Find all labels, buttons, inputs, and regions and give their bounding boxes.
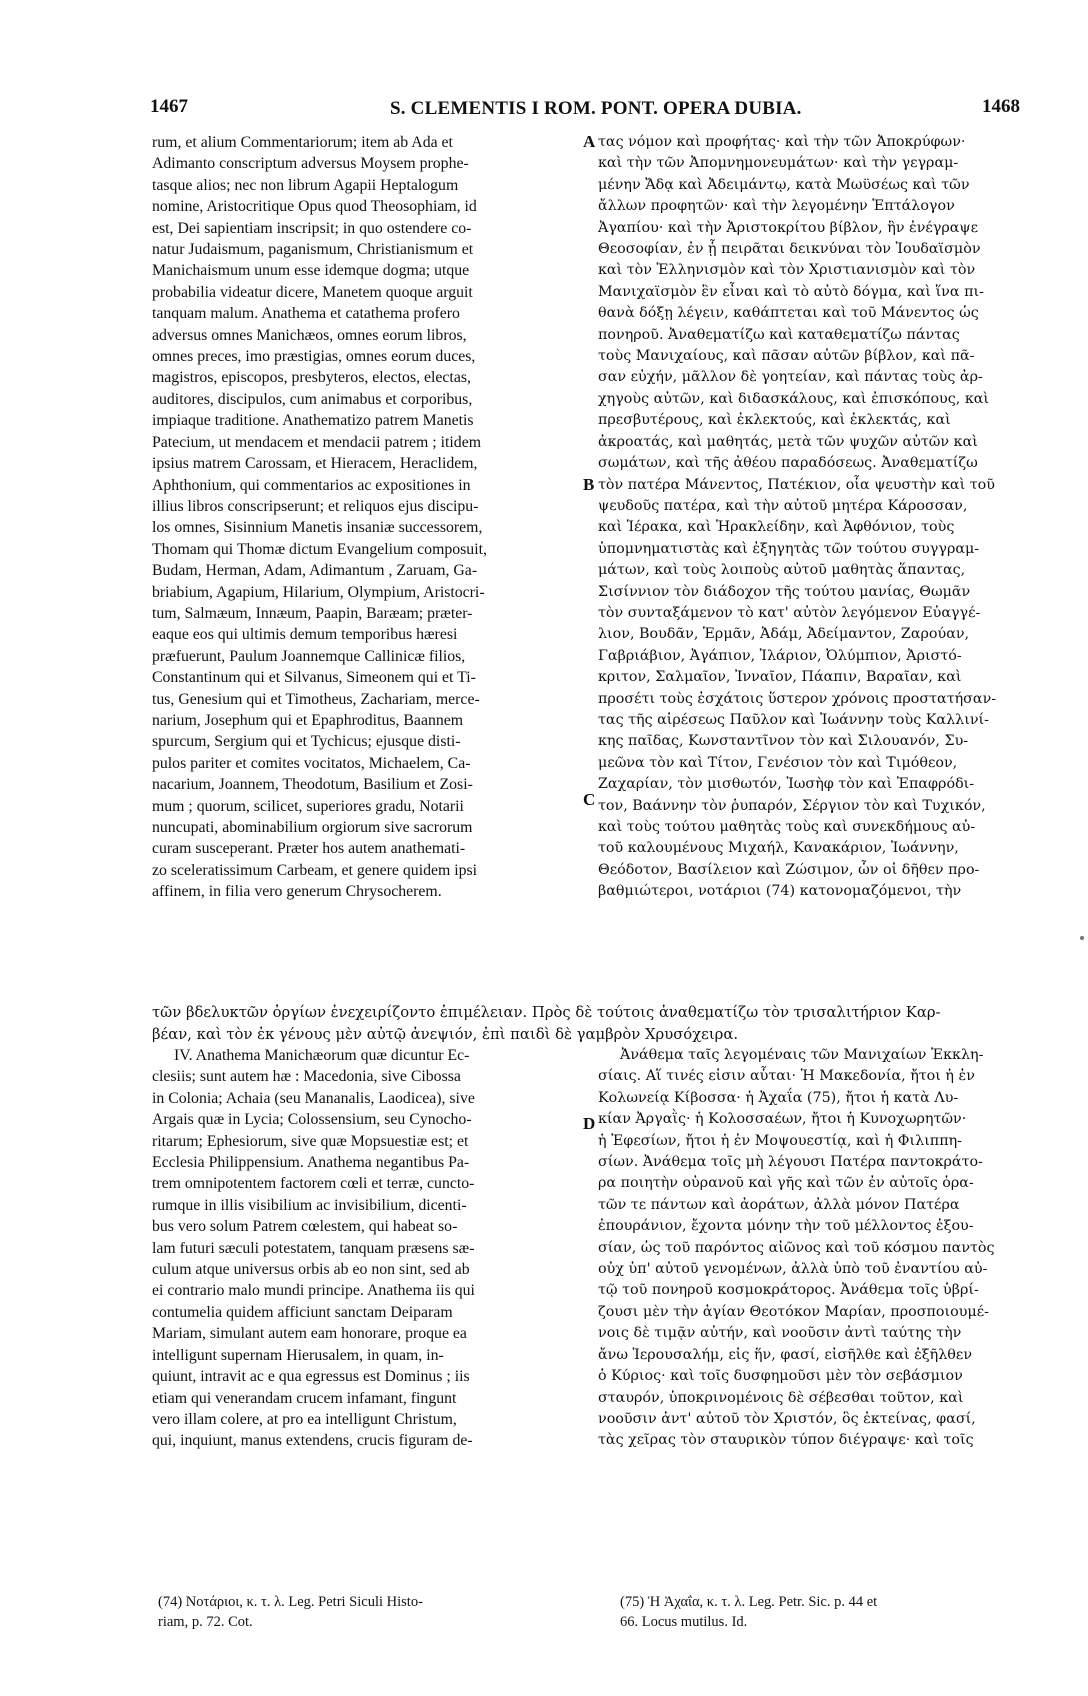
latin-line: los omnes, Sisinnium Manetis insaniæ successorem, [152,519,483,537]
latin-line: præfuerunt, Paulum Joannemque Callinicæ filios, [152,647,466,665]
greek-line: λιον, Βουδᾶν, Ἑρμᾶν, Ἀδάμ, Ἀδείμαντον, Ζαρούαν, [598,626,970,643]
greek-line: τον, Βαάννην τὸν ῥυπαρόν, Σέργιον τὸν καὶ Τυχικόν, [598,797,986,814]
greek-line: Σισίννιον τὸν διάδοχον τῆς τούτου μανίας, Θωμᾶν [598,583,971,600]
latin-line: nomine, Aristocritique Opus quod Theosophiam, id [152,198,477,216]
greek-line: σίαν, ὡς τοῦ παρόντος αἰῶνος καὶ τοῦ κόσμου παντὸς [598,1239,995,1256]
latin-line: nacarium, Joannem, Theodotum, Basilium et Zosi- [152,776,473,794]
greek-line: Κολωνείᾳ Κίβοσσα· ἡ Ἀχαΐα (75), ἤτοι ἡ κατὰ Λυ- [598,1089,959,1106]
greek-line: καὶ Ἱέρακα, καὶ Ἡρακλείδην, καὶ Ἀφθόνιον, τοὺς [598,519,955,536]
running-title: S. CLEMENTIS I ROM. PONT. OPERA DUBIA. [390,98,802,119]
greek-line: μάτων, καὶ τοὺς λοιποὺς αὐτοῦ μαθητὰς ἅπαντας, [598,562,966,579]
latin-line: zo sceleratissimum Carbeam, et genere quidem ipsi [152,861,478,879]
greek-line: μένην Ἄδᾳ καὶ Ἀδειμάντῳ, κατὰ Μωϋσέως καὶ τῶν [598,176,970,193]
latin-line: auditores, discipulos, cum animabus et corporibus, [152,390,473,408]
latin-line: culum atque universus orbis ab eo non sint, sed ab [152,1261,470,1279]
latin-line: Constantinum qui et Silvanus, Simeonem qui et Ti- [152,669,476,687]
latin-line: Patecium, ut mendacem et mendacii patrem ; itidem [152,433,481,451]
latin-line: adversus omnes Manichæos, omnes eorum libros, [152,326,467,344]
footnote-74 [158,1592,578,1632]
latin-line: ei contrario malo mundi principe. Anathema iis qui [152,1282,475,1300]
latin-line: intelligunt supernam Hierusalem, in quam, in- [152,1346,444,1364]
greek-line: σίων. Ἀνάθεμα τοῖς μὴ λέγουσι Πατέρα παντοκράτο- [598,1154,983,1171]
latin-line: Mariam, simulant autem eam honorare, proque ea [152,1325,467,1343]
latin-line: ritarum; Ephesiorum, sive quæ Mopsuestiæ est; et [152,1132,469,1150]
greek-line: νοοῦσιν ἀντ' αὐτοῦ τὸν Χριστόν, ὃς ἐκτείνας, φασί, [598,1410,976,1427]
greek-line: κίαν Ἀργαῒς· ἡ Κολοσσαέων, ἤτοι ἡ Κυνοχωρητῶν· [598,1111,967,1128]
column-marker-d: D [583,1114,596,1133]
latin-line: tanquam malum. Anathema et catathema profero [152,305,460,323]
page-number-left: 1467 [150,96,188,117]
latin-line: Ecclesia Philippensium. Anathema negantibus Pa- [152,1154,470,1172]
latin-line: Thomam qui Thomæ dictum Evangelium composuit, [152,540,487,558]
footnote-line: (74) Νοτάριοι, κ. τ. λ. Leg. Petri Siculi Histo- [158,1594,423,1610]
latin-line: illius libros conscripserunt; et reliquos ejus discipu- [152,497,479,515]
latin-line: tasque alios; nec non librum Agapii Heptalogum [152,176,459,194]
column-marker-a: A [583,132,596,151]
greek-line: Ζαχαρίαν, τὸν μισθωτόν, Ἰωσὴφ τὸν καὶ Ἐπαφρόδι- [598,776,975,793]
latin-line: quiunt, intravit ac e qua egressus est Dominus ; iis [152,1368,470,1386]
greek-line: Μανιχαϊσμὸν ἓν εἶναι καὶ τὸ αὐτὸ δόγμα, καὶ ἵνα πι- [598,283,984,300]
latin-line: mum ; quorum, scilicet, superiores gradu, Notarii [152,797,464,815]
greek-line: ψευδοῦς πατέρα, καὶ τὴν αὐτοῦ μητέρα Κάροσσαν, [598,497,968,514]
greek-line: Ἀνάθεμα ταῖς λεγομέναις τῶν Μανιχαίων Ἐκκλη- [620,1047,984,1063]
greek-line: ἀκροατάς, καὶ μαθητάς, μετὰ τῶν ψυχῶν αὐτῶν καὶ [598,433,978,450]
latin-line: nuncupati, abominabilium orgiorum sive sacrorum [152,819,473,836]
latin-line: etiam qui venerandam crucem infamant, fingunt [152,1389,457,1407]
latin-line: impiaque traditione. Anathematizo patrem Manetis [152,412,474,430]
latin-line: pulos pariter et comites vocitatos, Michaelem, Ca- [152,754,471,772]
latin-line: Aphthonium, qui commentarios ac expositiones in [152,476,471,494]
greek-line: σωμάτων, καὶ τῆς ἀθέου παραδόσεως. Ἀναθεματίζω [598,455,978,472]
latin-line: ipsius matrem Carossam, et Hieracem, Heraclidem, [152,455,478,473]
greek-line: πρεσβυτέρους, καὶ ἐκλεκτούς, καὶ ἐκλεκτάς, καὶ [598,412,951,429]
greek-line: ζουσι μὲν τὴν ἁγίαν Θεοτόκον Μαρίαν, προσποιουμέ- [598,1303,989,1320]
greek-line: τῶν βδελυκτῶν ὀργίων ἐνεχειρίζοντο ἐπιμέλειαν. Πρὸς δὲ τούτοις ἀναθεματίζω τὸν τρισαλιτήριον Καρ- [152,1004,941,1021]
latin-line: spurcum, Sergium qui et Tychicus; ejusque disti- [152,733,461,751]
greek-column-section-iv [598,1045,1025,1452]
latin-line: tus, Genesium qui et Timotheus, Zachariam, merce- [152,690,480,708]
latin-column-section-iv [152,1045,579,1452]
latin-line: bus vero solum Patrem cœlestem, qui habeat so- [152,1218,458,1236]
greek-line: βαθμιώτεροι, νοτάριοι (74) κατονομαζόμενοι, τὴν [598,883,962,900]
footnote-line: (75) Ἡ Ἀχαΐα, κ. τ. λ. Leg. Petr. Sic. p. 44 et [620,1594,878,1610]
latin-line: Manichaismum unum esse idemque dogma; utque [152,262,470,280]
greek-line: σαν εὐχήν, μᾶλλον δὲ γοητείαν, καὶ πάντας τοὺς ἀρ- [598,369,983,386]
greek-line: κης παῖδας, Κωνσταντῖνον τὸν καὶ Σιλουανόν, Συ- [598,733,969,750]
scan-speck [1080,936,1084,940]
greek-line: ἐπουράνιον, ἔχοντα μόνην τὴν τοῦ μέλλοντος ἐξου- [598,1218,974,1235]
latin-line: affinem, in filia vero generum Chrysocherem. [152,883,442,901]
latin-line: Argais quæ in Lycia; Colossensium, seu Cynocho- [152,1111,472,1129]
greek-line: χηγοὺς αὐτῶν, καὶ διδασκάλους, καὶ ἐπισκόπους, καὶ [598,390,990,407]
latin-line: est, Dei sapientiam inscripsit; in quo ostendere co- [152,219,472,237]
latin-line: Adimanto conscriptum adversus Moysem prophe- [152,155,469,173]
latin-line: trem omnipotentem factorem cœli et terræ, cuncto- [152,1175,475,1193]
greek-line: Θεόδοτον, Βασίλειον καὶ Ζώσιμον, ὧν οἱ δῆθεν προ- [598,861,980,878]
latin-line: briabium, Agapium, Hilarium, Olympium, Aristocri- [152,583,485,601]
greek-line: ἄνω Ἱερουσαλήμ, εἰς ἥν, φασί, εἰσῆλθε καὶ ἐξῆλθεν [598,1346,973,1363]
footnote-line: 66. Locus mutilus. Id. [620,1614,748,1630]
greek-line: τας νόμον καὶ προφήτας· καὶ τὴν τῶν Ἀποκρύφων· [598,134,966,150]
greek-line: τας τῆς αἱρέσεως Παῦλον καὶ Ἰωάννην τοὺς Καλλινί- [598,711,989,728]
greek-line: ἡ Ἐφεσίων, ἤτοι ἡ ἐν Μοψουεστίᾳ, καὶ ἡ Φιλιππη- [598,1132,962,1149]
page-header [150,96,1020,126]
footnote-75 [620,1592,1020,1632]
latin-line: contumelia quidem afficiunt sanctam Deiparam [152,1303,453,1321]
greek-line: Γαβριάβιον, Ἀγάπιον, Ἱλάριον, Ὀλύμπιον, Ἀριστό- [598,647,962,664]
greek-line: τὸν πατέρα Μάνεντος, Πατέκιον, οἷα ψευστὴν καὶ τοῦ [598,476,995,493]
column-marker-c: C [583,790,596,809]
greek-line: τοῦ καλουμένους Μιχαήλ, Κανακάριον, Ἰωάννην, [598,840,959,857]
greek-line: ρα ποιητὴν οὐρανοῦ καὶ γῆς καὶ τῶν ἐν αὐτοῖς ὁρα- [598,1175,974,1192]
greek-line: τῷ τοῦ πονηροῦ κοσμοκράτορος. Ἀνάθεμα τοῖς ὑβρί- [598,1282,979,1299]
footnote-line: riam, p. 72. Cot. [158,1614,253,1630]
greek-line: ἄλλων προφητῶν· καὶ τὴν λεγομένην Ἑπτάλογον [598,198,955,215]
greek-line: καὶ τὸν Ἑλληνισμὸν καὶ τὸν Χριστιανισμὸν καὶ τὸν [598,262,976,279]
greek-line: τὰς χεῖρας τὸν σταυρικὸν τύπον διέγραψε· καὶ τοῖς [598,1432,974,1449]
greek-line: ὁ Κύριος· καὶ τοῖς δυσφημοῦσι μὲν τὸν σεβάσμιον [598,1368,963,1385]
greek-line: καὶ τοὺς τούτου μαθητὰς τοὺς καὶ συνεκδήμους αὐ- [598,819,976,835]
greek-line: οὐχ ὑπ' αὐτοῦ γενομένων, ἀλλὰ ὑπὸ τοῦ ἐναντίου αὐ- [598,1261,988,1278]
greek-line: μεῶνα τὸν καὶ Τίτον, Γενέσιον τὸν καὶ Τιμόθεον, [598,754,958,771]
page-number-right: 1468 [982,96,1020,117]
greek-line: ὑπομνηματιστὰς καὶ ἐξηγητὰς τῶν τούτου συγγραμ- [598,540,980,557]
greek-line: Ἀγαπίου· καὶ τὴν Ἀριστοκρίτου βίβλον, ἣν ἐνέγραψε [598,219,979,236]
greek-line: προσέτι τοὺς ἐσχάτοις ὕστερον χρόνοις προστατήσαν- [598,690,997,707]
latin-line: natur Judaismum, paganismum, Christianismum et [152,241,474,259]
latin-line: in Colonia; Achaia (seu Mananalis, Laodicea), sive [152,1089,475,1107]
latin-line: magistros, episcopos, presbyteros, electos, electas, [152,369,471,387]
latin-line: lam futuri sæculi potestatem, tanquam præsens sæ- [152,1239,475,1257]
latin-line: eaque eos qui ultimis demum temporibus hæresi [152,626,458,644]
greek-column [598,132,1025,903]
greek-line: καὶ τὴν τῶν Ἀπομνημονευμάτων· καὶ τὴν γεγραμ- [598,155,959,172]
latin-line: tum, Salmæum, Innæum, Paapin, Baræam; præter- [152,604,473,622]
greek-line: τὸν συνταξάμενον τὸ κατ' αὐτὸν λεγόμενον Εὐαγγέ- [598,604,981,621]
latin-line: probabilia videatur dicere, Manetem quoque arguit [152,283,473,301]
greek-line: σίαις. Αἵ τινές εἰσιν αὗται· Ἡ Μακεδονία, ἤτοι ἡ ἐν [598,1068,975,1085]
latin-line: Budam, Herman, Adam, Adimantum , Zaruam, Ga- [152,562,478,580]
latin-column [152,132,579,903]
latin-line: rum, et alium Commentariorum; item ab Ada et [152,134,453,151]
latin-line: IV. Anathema Manichæorum quæ dicuntur Ec- [174,1047,470,1064]
greek-line: Θεοσοφίαν, ἐν ᾗ πειρᾶται δεικνύναι τὸν Ἰουδαϊσμὸν [598,241,981,258]
latin-line: omnes preces, imo præstigias, omnes eorum duces, [152,348,476,366]
latin-line: qui, inquiunt, manus extendens, crucis figuram de- [152,1432,473,1450]
latin-line: vero illam colere, at pro ea intelligunt Christum, [152,1410,457,1428]
greek-line: σταυρόν, ὑποκρινομένοις δὲ σέβεσθαι τοῦτον, καὶ [598,1389,964,1406]
greek-line: νοις δὲ τιμᾷν αὐτήν, καὶ νοοῦσιν ἀντὶ ταύτης τὴν [598,1325,962,1342]
greek-line: βέαν, καὶ τὸν ἐκ γένους μὲν αὐτῷ ἀνεψιόν, ἐπὶ παιδὶ δὲ γαμβρὸν Χρυσόχειρα. [152,1025,739,1043]
greek-line: τῶν τε πάντων καὶ ἀοράτων, ἀλλὰ μόνον Πατέρα [598,1196,960,1213]
latin-line: narium, Josephum qui et Epaphroditus, Baannem [152,711,464,729]
greek-line: θανὰ δόξῃ λέγειν, καθάπτεται καὶ τοῦ Μάνεντος ὡς [598,305,979,322]
latin-line: clesiis; sunt autem hæ : Macedonia, sive Cibossa [152,1068,461,1086]
greek-line: πονηροῦ. Ἀναθεματίζω καὶ καταθεματίζω πάντας [598,326,960,343]
latin-line: rumque in illis visibilium ac invisibilium, dicenti- [152,1196,467,1214]
column-marker-b: B [583,475,595,494]
latin-line: curam susceperant. Præter hos autem anathemati- [152,840,466,858]
greek-line: κριτον, Σαλμαῖον, Ἰνναῖον, Πάαπιν, Βαραῖαν, καὶ [598,669,962,686]
greek-line: τοὺς Μανιχαίους, καὶ πᾶσαν αὐτῶν βίβλον, καὶ πᾶ- [598,348,975,365]
full-width-greek [152,1002,1022,1045]
